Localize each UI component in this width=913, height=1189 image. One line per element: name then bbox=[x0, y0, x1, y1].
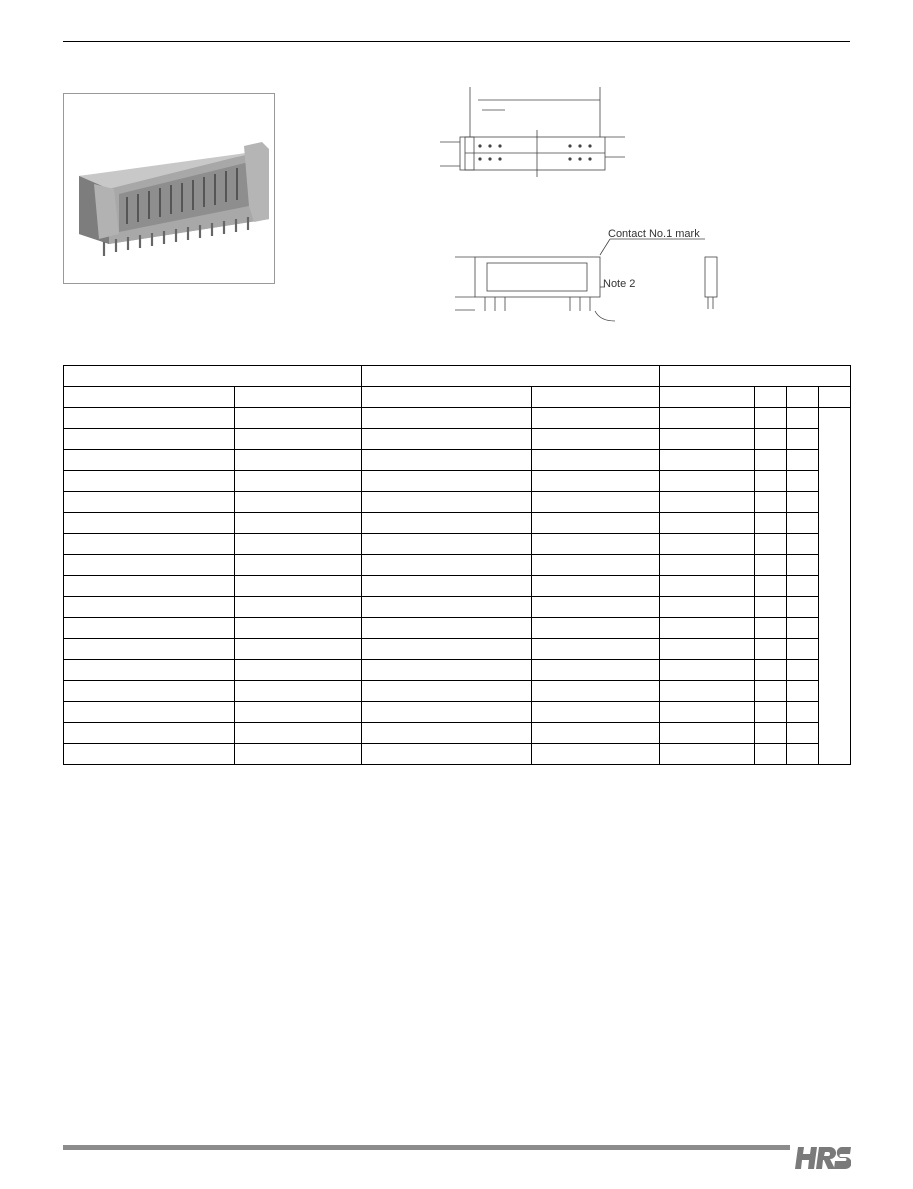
table-cell bbox=[362, 702, 532, 723]
footer-rule bbox=[63, 1145, 790, 1150]
table-cell bbox=[755, 744, 787, 765]
column-header-cell bbox=[235, 387, 362, 408]
column-header-cell bbox=[532, 387, 660, 408]
table-cell bbox=[64, 534, 235, 555]
table-cell bbox=[787, 723, 819, 744]
table-cell bbox=[532, 429, 660, 450]
table-row bbox=[64, 555, 851, 576]
table-cell bbox=[819, 429, 851, 450]
table-cell bbox=[235, 744, 362, 765]
table-cell bbox=[362, 660, 532, 681]
table-row bbox=[64, 576, 851, 597]
table-cell bbox=[755, 702, 787, 723]
table-cell bbox=[755, 618, 787, 639]
table-row bbox=[64, 702, 851, 723]
table-cell bbox=[362, 597, 532, 618]
side-view-drawing bbox=[440, 225, 740, 330]
table-cell bbox=[660, 618, 755, 639]
table-cell bbox=[235, 513, 362, 534]
table-cell bbox=[787, 576, 819, 597]
table-cell bbox=[755, 639, 787, 660]
column-header-cell bbox=[787, 387, 819, 408]
table-cell bbox=[532, 681, 660, 702]
table-cell bbox=[235, 597, 362, 618]
table-row bbox=[64, 744, 851, 765]
table-cell bbox=[362, 471, 532, 492]
table-cell bbox=[64, 429, 235, 450]
table-cell bbox=[235, 702, 362, 723]
table-cell bbox=[819, 471, 851, 492]
table-cell bbox=[819, 408, 851, 429]
table-cell bbox=[755, 492, 787, 513]
table-cell bbox=[660, 513, 755, 534]
table-cell bbox=[787, 408, 819, 429]
table-cell bbox=[755, 471, 787, 492]
table-cell bbox=[64, 450, 235, 471]
table-cell bbox=[235, 450, 362, 471]
table-row bbox=[64, 429, 851, 450]
table-cell bbox=[532, 450, 660, 471]
table-cell bbox=[819, 597, 851, 618]
table-cell bbox=[64, 681, 235, 702]
table-cell bbox=[660, 450, 755, 471]
table-cell bbox=[660, 681, 755, 702]
table-cell bbox=[787, 492, 819, 513]
table-cell bbox=[64, 660, 235, 681]
table-row bbox=[64, 723, 851, 744]
table-cell bbox=[362, 513, 532, 534]
table-cell bbox=[787, 618, 819, 639]
table-cell bbox=[660, 534, 755, 555]
table-cell bbox=[64, 702, 235, 723]
table-cell bbox=[787, 450, 819, 471]
table-row bbox=[64, 492, 851, 513]
table-cell bbox=[235, 492, 362, 513]
table-row bbox=[64, 597, 851, 618]
table-cell bbox=[64, 492, 235, 513]
column-header-cell bbox=[660, 387, 755, 408]
table-cell bbox=[532, 744, 660, 765]
group-header-cell bbox=[362, 366, 660, 387]
table-cell bbox=[660, 723, 755, 744]
table-cell bbox=[819, 744, 851, 765]
table-row bbox=[64, 660, 851, 681]
table-cell bbox=[660, 597, 755, 618]
table-cell bbox=[235, 555, 362, 576]
table-cell bbox=[819, 576, 851, 597]
group-header-cell bbox=[64, 366, 362, 387]
table-cell bbox=[755, 555, 787, 576]
product-photo bbox=[63, 93, 275, 284]
table-cell bbox=[64, 513, 235, 534]
table-cell bbox=[64, 639, 235, 660]
table-cell bbox=[235, 681, 362, 702]
table-cell bbox=[532, 576, 660, 597]
table-cell bbox=[787, 639, 819, 660]
table-row bbox=[64, 471, 851, 492]
table-cell bbox=[787, 471, 819, 492]
table-cell bbox=[362, 723, 532, 744]
table-cell bbox=[532, 597, 660, 618]
table-cell bbox=[532, 555, 660, 576]
table-cell bbox=[660, 639, 755, 660]
table-cell bbox=[787, 534, 819, 555]
table-cell bbox=[362, 534, 532, 555]
table-cell bbox=[64, 723, 235, 744]
table-cell bbox=[819, 639, 851, 660]
table-cell bbox=[755, 597, 787, 618]
table-cell bbox=[755, 534, 787, 555]
table-cell bbox=[64, 597, 235, 618]
group-header-cell bbox=[660, 366, 851, 387]
table-cell bbox=[362, 408, 532, 429]
top-rule bbox=[63, 41, 850, 42]
table-cell bbox=[532, 723, 660, 744]
table-cell bbox=[787, 681, 819, 702]
table-cell bbox=[755, 660, 787, 681]
table-cell bbox=[660, 408, 755, 429]
table-cell bbox=[235, 429, 362, 450]
hrs-logo bbox=[795, 1139, 851, 1173]
table-cell bbox=[235, 639, 362, 660]
column-header-cell bbox=[64, 387, 235, 408]
table-cell bbox=[660, 576, 755, 597]
table-row bbox=[64, 534, 851, 555]
table-cell bbox=[660, 492, 755, 513]
table-cell bbox=[660, 702, 755, 723]
table-cell bbox=[235, 534, 362, 555]
table-cell bbox=[64, 555, 235, 576]
table-cell bbox=[532, 702, 660, 723]
table-cell bbox=[532, 534, 660, 555]
table-cell bbox=[235, 471, 362, 492]
table-row bbox=[64, 408, 851, 429]
table-cell bbox=[819, 513, 851, 534]
table-row bbox=[64, 681, 851, 702]
contact-mark-label: Contact No.1 mark bbox=[608, 228, 700, 240]
table-cell bbox=[819, 618, 851, 639]
table-cell bbox=[362, 639, 532, 660]
table-group-header-row bbox=[64, 366, 851, 387]
table-cell bbox=[787, 555, 819, 576]
table-cell bbox=[64, 408, 235, 429]
table-cell bbox=[819, 555, 851, 576]
table-cell bbox=[819, 660, 851, 681]
table-cell bbox=[660, 471, 755, 492]
table-cell bbox=[235, 618, 362, 639]
table-cell bbox=[787, 513, 819, 534]
table-cell bbox=[755, 450, 787, 471]
table-cell bbox=[362, 555, 532, 576]
table-cell bbox=[819, 723, 851, 744]
table-cell bbox=[787, 597, 819, 618]
table-cell bbox=[755, 513, 787, 534]
table-cell bbox=[819, 450, 851, 471]
table-cell bbox=[660, 660, 755, 681]
table-cell bbox=[64, 576, 235, 597]
table-row bbox=[64, 450, 851, 471]
table-cell bbox=[755, 723, 787, 744]
table-row bbox=[64, 618, 851, 639]
column-header-cell bbox=[755, 387, 787, 408]
table-cell bbox=[362, 681, 532, 702]
table-cell bbox=[660, 429, 755, 450]
table-cell bbox=[532, 618, 660, 639]
table-cell bbox=[235, 660, 362, 681]
table-cell bbox=[660, 555, 755, 576]
table-row bbox=[64, 639, 851, 660]
note-label: Note 2 bbox=[603, 278, 636, 290]
column-header-cell bbox=[362, 387, 532, 408]
table-cell bbox=[362, 492, 532, 513]
table-cell bbox=[362, 618, 532, 639]
table-cell bbox=[532, 513, 660, 534]
table-cell bbox=[362, 744, 532, 765]
table-cell bbox=[819, 702, 851, 723]
table-cell bbox=[755, 429, 787, 450]
table-cell bbox=[64, 471, 235, 492]
table-cell bbox=[819, 492, 851, 513]
table-cell bbox=[787, 744, 819, 765]
table-cell bbox=[755, 576, 787, 597]
connector-illustration bbox=[64, 94, 275, 284]
table-cell bbox=[755, 681, 787, 702]
table-cell bbox=[660, 744, 755, 765]
table-cell bbox=[532, 492, 660, 513]
table-row bbox=[64, 513, 851, 534]
column-header-cell bbox=[819, 387, 851, 408]
table-column-header-row bbox=[64, 387, 851, 408]
spec-table bbox=[63, 365, 851, 765]
table-cell bbox=[235, 408, 362, 429]
table-cell bbox=[532, 639, 660, 660]
top-view-drawing bbox=[430, 82, 630, 182]
table-cell bbox=[362, 429, 532, 450]
table-cell bbox=[532, 660, 660, 681]
table-cell bbox=[64, 618, 235, 639]
table-cell bbox=[64, 744, 235, 765]
table-cell bbox=[532, 471, 660, 492]
table-cell bbox=[755, 408, 787, 429]
table-cell bbox=[819, 681, 851, 702]
table-cell bbox=[362, 576, 532, 597]
table-cell bbox=[819, 534, 851, 555]
table-cell bbox=[787, 660, 819, 681]
table-cell bbox=[787, 702, 819, 723]
table-cell bbox=[532, 408, 660, 429]
table-cell bbox=[362, 450, 532, 471]
table-cell bbox=[235, 723, 362, 744]
table-cell bbox=[787, 429, 819, 450]
table-cell bbox=[235, 576, 362, 597]
